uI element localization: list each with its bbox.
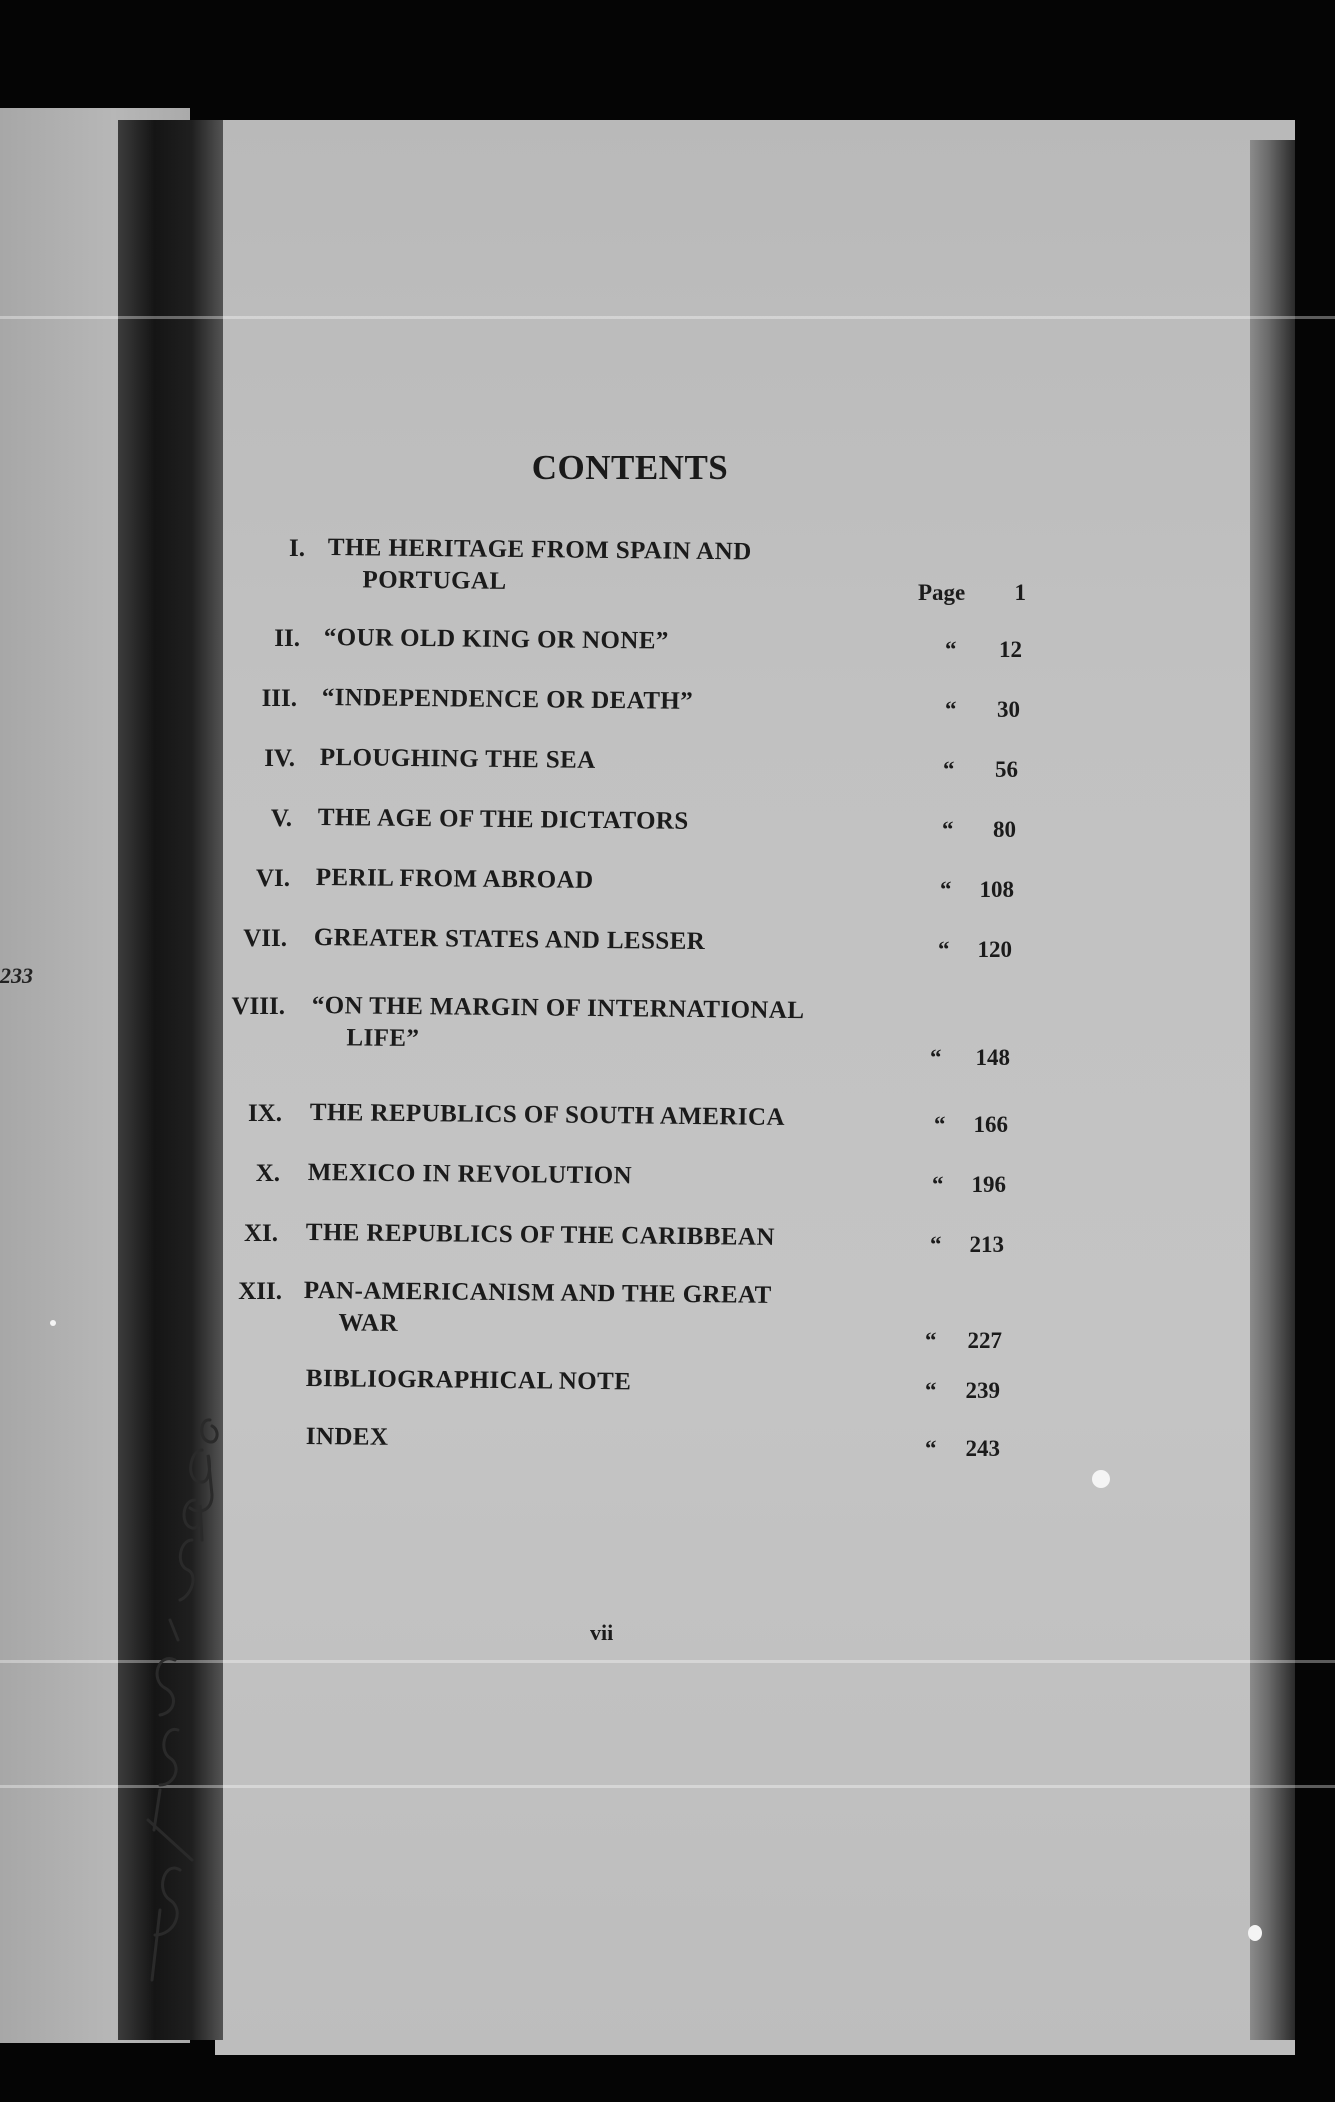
toc-chapter-title [303, 1275, 772, 1344]
toc-chapter-title [320, 742, 596, 777]
toc-title-line: BIBLIOGRAPHICAL NOTE [305, 1364, 632, 1396]
toc-chapter-title [306, 1217, 775, 1254]
toc-page-value: 213 [969, 1232, 1004, 1257]
toc-chapter-title [311, 990, 804, 1059]
toc-page-value: 30 [997, 697, 1020, 722]
page-label: Page [918, 580, 966, 605]
toc-chapter-numeral: VIII. [231, 993, 285, 1020]
paper-speck [50, 1320, 56, 1326]
toc-title-line: “ON THE MARGIN OF INTERNATIONAL [311, 991, 805, 1025]
toc-chapter-numeral: IV. [264, 745, 295, 772]
toc-page-value: 120 [977, 937, 1012, 962]
ditto-mark: “ [932, 1172, 944, 1197]
ditto-mark: “ [934, 1112, 946, 1137]
toc-title-line: PAN-AMERICANISM AND THE GREAT [303, 1276, 772, 1309]
toc-chapter-title [316, 862, 594, 897]
page-column-label [918, 580, 1026, 606]
toc-chapter-title [310, 1097, 785, 1134]
toc-page-value: 80 [993, 817, 1016, 842]
toc-title-line: “OUR OLD KING OR NONE” [323, 623, 669, 655]
page-folio: vii [590, 1620, 614, 1645]
ditto-mark: “ [925, 1436, 937, 1461]
left-page-margin-mark: 233 [0, 963, 33, 988]
toc-page-value: 12 [999, 637, 1022, 662]
toc-title-line: PERIL FROM ABROAD [315, 863, 594, 894]
ditto-mark: “ [945, 637, 957, 662]
toc-chapter-numeral: V. [270, 805, 292, 832]
toc-title-line: THE HERITAGE FROM SPAIN AND [327, 533, 752, 566]
toc-chapter-numeral: XII. [238, 1278, 282, 1305]
toc-chapter-title [314, 922, 706, 958]
toc-page-value: 1 [1014, 580, 1026, 605]
toc-chapter-title [308, 1157, 633, 1192]
page-edge-stack [1250, 140, 1295, 2040]
ditto-mark: “ [925, 1328, 937, 1353]
toc-chapter-numeral: VI. [255, 865, 290, 892]
ditto-mark: “ [930, 1232, 942, 1257]
toc-chapter-numeral: XI. [243, 1220, 278, 1247]
ditto-mark: “ [942, 817, 954, 842]
toc-title-line: THE REPUBLICS OF THE CARIBBEAN [305, 1218, 776, 1251]
toc-title-line: THE REPUBLICS OF SOUTH AMERICA [309, 1098, 785, 1131]
toc-page-value: 243 [965, 1436, 1000, 1461]
toc-chapter-title [327, 532, 751, 600]
toc-chapter-numeral: VII. [243, 925, 287, 952]
ditto-mark: “ [938, 937, 950, 962]
toc-title-line: GREATER STATES AND LESSER [313, 923, 706, 956]
toc-title-line: INDEX [305, 1422, 389, 1451]
paper-speck [1248, 1925, 1262, 1941]
toc-chapter-numeral: X. [255, 1160, 280, 1187]
toc-page-value: 148 [975, 1045, 1010, 1070]
toc-title-line: WAR [338, 1309, 399, 1337]
toc-page-value: 166 [973, 1112, 1008, 1137]
toc-chapter-title [318, 802, 689, 838]
toc-title-line: PORTUGAL [362, 566, 507, 595]
toc-chapter-title [306, 1363, 632, 1398]
paper-speck [1092, 1470, 1110, 1488]
toc-chapter-title [306, 1421, 389, 1454]
toc-chapter-numeral: IX. [247, 1100, 282, 1127]
toc-page-value: 108 [979, 877, 1014, 902]
toc-page-value: 196 [971, 1172, 1006, 1197]
toc-chapter-numeral: I. [289, 535, 305, 562]
scan-artifact-line [0, 316, 1335, 319]
right-page [215, 120, 1295, 2055]
ditto-mark: “ [925, 1378, 937, 1403]
toc-title-line: “INDEPENDENCE OR DEATH” [321, 683, 694, 715]
toc-title-line: LIFE” [346, 1024, 420, 1053]
toc-chapter-numeral: II. [274, 625, 300, 652]
toc-page-value: 239 [965, 1378, 1000, 1403]
ditto-mark: “ [943, 757, 955, 782]
ditto-mark: “ [940, 877, 952, 902]
toc-chapter-title [324, 622, 669, 658]
toc-chapter-title [322, 682, 694, 718]
toc-title-line: PLOUGHING THE SEA [319, 743, 596, 774]
toc-title-line: MEXICO IN REVOLUTION [307, 1158, 633, 1190]
handwritten-annotation [120, 1390, 230, 1990]
ditto-mark: “ [945, 697, 957, 722]
ditto-mark: “ [930, 1045, 942, 1070]
toc-title-line: THE AGE OF THE DICTATORS [317, 803, 689, 835]
page-title: CONTENTS [531, 448, 729, 487]
toc-page-value: 56 [995, 757, 1018, 782]
toc-page-value: 227 [967, 1328, 1002, 1353]
toc-chapter-numeral: III. [261, 685, 297, 712]
